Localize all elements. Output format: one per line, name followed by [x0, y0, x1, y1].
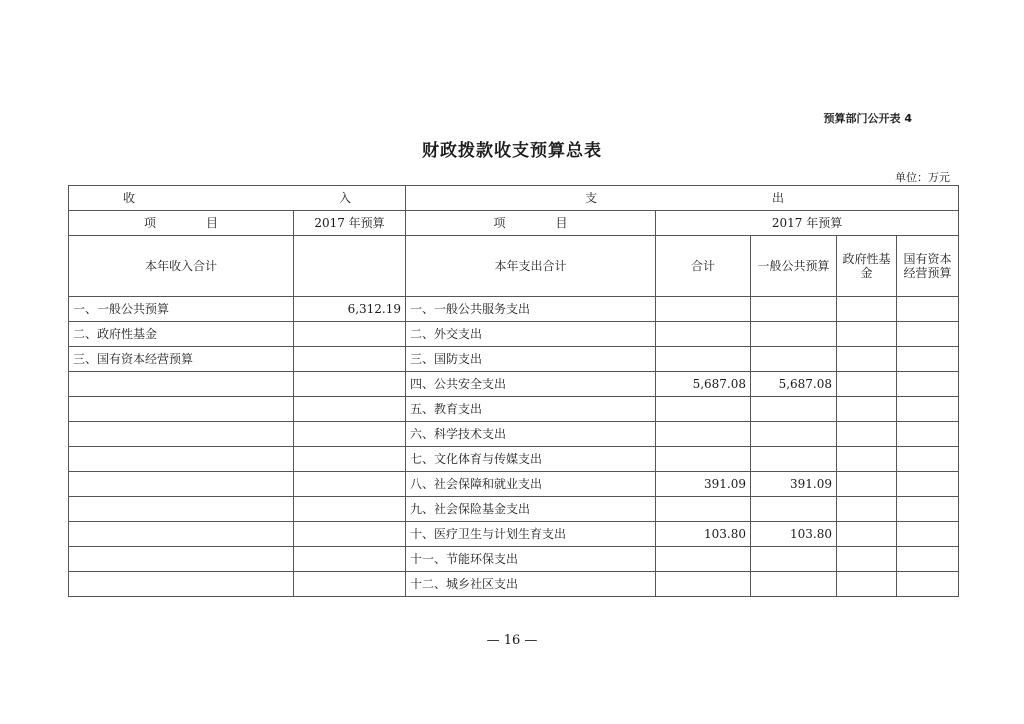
- header-row-1: [69, 186, 959, 211]
- table-row: [69, 322, 959, 347]
- expense-item-cell: 八、社会保障和就业支出: [406, 472, 656, 497]
- income-total-value: [294, 236, 406, 297]
- income-amount-cell: 6,312.19: [294, 297, 406, 322]
- table-row: [69, 472, 959, 497]
- expense-fund-cell: [837, 322, 897, 347]
- expense-soe-cell: [897, 297, 959, 322]
- expense-fund-cell: [837, 372, 897, 397]
- income-item-cell: 二、政府性基金: [69, 322, 294, 347]
- unit-label: 单位：万元: [895, 171, 950, 184]
- table-row: [69, 297, 959, 322]
- expense-general-cell: [751, 422, 837, 447]
- expense-fund-cell: [837, 472, 897, 497]
- expense-general-cell: [751, 572, 837, 597]
- income-amount-cell: [294, 472, 406, 497]
- income-item-cell: [69, 547, 294, 572]
- expense-total-cell: [656, 422, 751, 447]
- expense-soe-cell: [897, 572, 959, 597]
- expense-total-cell: 103.80: [656, 522, 751, 547]
- expense-item-cell: 五、教育支出: [406, 397, 656, 422]
- expense-item-cell: 十一、节能环保支出: [406, 547, 656, 572]
- expense-soe-cell: [897, 472, 959, 497]
- expense-soe-cell: [897, 422, 959, 447]
- col-general-header: 一般公共预算: [751, 236, 837, 297]
- expense-total-cell: [656, 322, 751, 347]
- expense-item-cell: 四、公共安全支出: [406, 372, 656, 397]
- expense-header: [406, 186, 959, 211]
- table-row: [69, 372, 959, 397]
- page-number: — 16 —: [486, 633, 538, 648]
- expense-fund-cell: [837, 422, 897, 447]
- expense-total-cell: 391.09: [656, 472, 751, 497]
- expense-budget-header: 2017 年预算: [656, 211, 959, 236]
- expense-fund-cell: [837, 447, 897, 472]
- item-label-right: 目: [555, 216, 568, 230]
- expense-item-cell: 十、医疗卫生与计划生育支出: [406, 522, 656, 547]
- col-fund-header: 政府性基金: [837, 236, 897, 297]
- expense-soe-cell: [897, 347, 959, 372]
- income-item-cell: 一、一般公共预算: [69, 297, 294, 322]
- income-amount-cell: [294, 572, 406, 597]
- expense-item-cell: 六、科学技术支出: [406, 422, 656, 447]
- table-row: [69, 497, 959, 522]
- table-row: [69, 347, 959, 372]
- item-label-left: 项: [143, 216, 156, 230]
- income-amount-cell: [294, 522, 406, 547]
- income-header-left: 收: [123, 191, 136, 205]
- income-item-cell: 三、国有资本经营预算: [69, 347, 294, 372]
- income-item-cell: [69, 497, 294, 522]
- expense-general-cell: [751, 447, 837, 472]
- income-item-cell: [69, 447, 294, 472]
- expense-soe-cell: [897, 497, 959, 522]
- expense-general-cell: [751, 322, 837, 347]
- item-label-right: 目: [206, 216, 219, 230]
- expense-fund-cell: [837, 347, 897, 372]
- expense-fund-cell: [837, 397, 897, 422]
- expense-item-cell: 七、文化体育与传媒支出: [406, 447, 656, 472]
- income-header: [69, 186, 406, 211]
- income-total-label: 本年收入合计: [69, 236, 294, 297]
- expense-header-left: 支: [585, 191, 598, 205]
- expense-general-cell: 391.09: [751, 472, 837, 497]
- expense-soe-cell: [897, 372, 959, 397]
- item-label-left: 项: [493, 216, 506, 230]
- expense-item-cell: 十二、城乡社区支出: [406, 572, 656, 597]
- expense-fund-cell: [837, 572, 897, 597]
- income-budget-header: 2017 年预算: [294, 211, 406, 236]
- header-row-3: [69, 236, 959, 297]
- form-number: 预算部门公开表 4: [823, 112, 912, 125]
- expense-fund-cell: [837, 522, 897, 547]
- income-item-cell: [69, 522, 294, 547]
- expense-general-cell: 5,687.08: [751, 372, 837, 397]
- expense-total-cell: 5,687.08: [656, 372, 751, 397]
- table-row: [69, 547, 959, 572]
- expense-total-label: 本年支出合计: [406, 236, 656, 297]
- expense-general-cell: [751, 547, 837, 572]
- income-amount-cell: [294, 397, 406, 422]
- expense-total-cell: [656, 572, 751, 597]
- page-title: 财政拨款收支预算总表: [422, 141, 602, 161]
- expense-item-header: [406, 211, 656, 236]
- expense-general-cell: [751, 297, 837, 322]
- expense-soe-cell: [897, 522, 959, 547]
- expense-header-right: 出: [772, 191, 785, 205]
- expense-total-cell: [656, 497, 751, 522]
- table-row: [69, 422, 959, 447]
- income-amount-cell: [294, 497, 406, 522]
- income-amount-cell: [294, 422, 406, 447]
- income-item-cell: [69, 422, 294, 447]
- income-amount-cell: [294, 447, 406, 472]
- expense-total-cell: [656, 447, 751, 472]
- expense-item-cell: 一、一般公共服务支出: [406, 297, 656, 322]
- expense-total-cell: [656, 347, 751, 372]
- expense-item-cell: 三、国防支出: [406, 347, 656, 372]
- income-item-header: [69, 211, 294, 236]
- expense-item-cell: 九、社会保险基金支出: [406, 497, 656, 522]
- budget-table: [68, 185, 959, 597]
- income-amount-cell: [294, 372, 406, 397]
- income-header-right: 入: [338, 191, 351, 205]
- income-item-cell: [69, 572, 294, 597]
- expense-soe-cell: [897, 547, 959, 572]
- expense-total-cell: [656, 397, 751, 422]
- income-item-cell: [69, 372, 294, 397]
- expense-soe-cell: [897, 322, 959, 347]
- col-soe-header: 国有资本经营预算: [897, 236, 959, 297]
- expense-general-cell: [751, 347, 837, 372]
- expense-fund-cell: [837, 497, 897, 522]
- header-row-2: [69, 211, 959, 236]
- income-item-cell: [69, 472, 294, 497]
- table-row: [69, 447, 959, 472]
- expense-soe-cell: [897, 447, 959, 472]
- income-amount-cell: [294, 547, 406, 572]
- expense-general-cell: [751, 397, 837, 422]
- expense-general-cell: 103.80: [751, 522, 837, 547]
- expense-total-cell: [656, 297, 751, 322]
- income-amount-cell: [294, 347, 406, 372]
- income-amount-cell: [294, 322, 406, 347]
- expense-general-cell: [751, 497, 837, 522]
- expense-fund-cell: [837, 297, 897, 322]
- table-row: [69, 572, 959, 597]
- expense-total-cell: [656, 547, 751, 572]
- expense-fund-cell: [837, 547, 897, 572]
- col-total-header: 合计: [656, 236, 751, 297]
- table-row: [69, 397, 959, 422]
- income-item-cell: [69, 397, 294, 422]
- expense-item-cell: 二、外交支出: [406, 322, 656, 347]
- table-row: [69, 522, 959, 547]
- expense-soe-cell: [897, 397, 959, 422]
